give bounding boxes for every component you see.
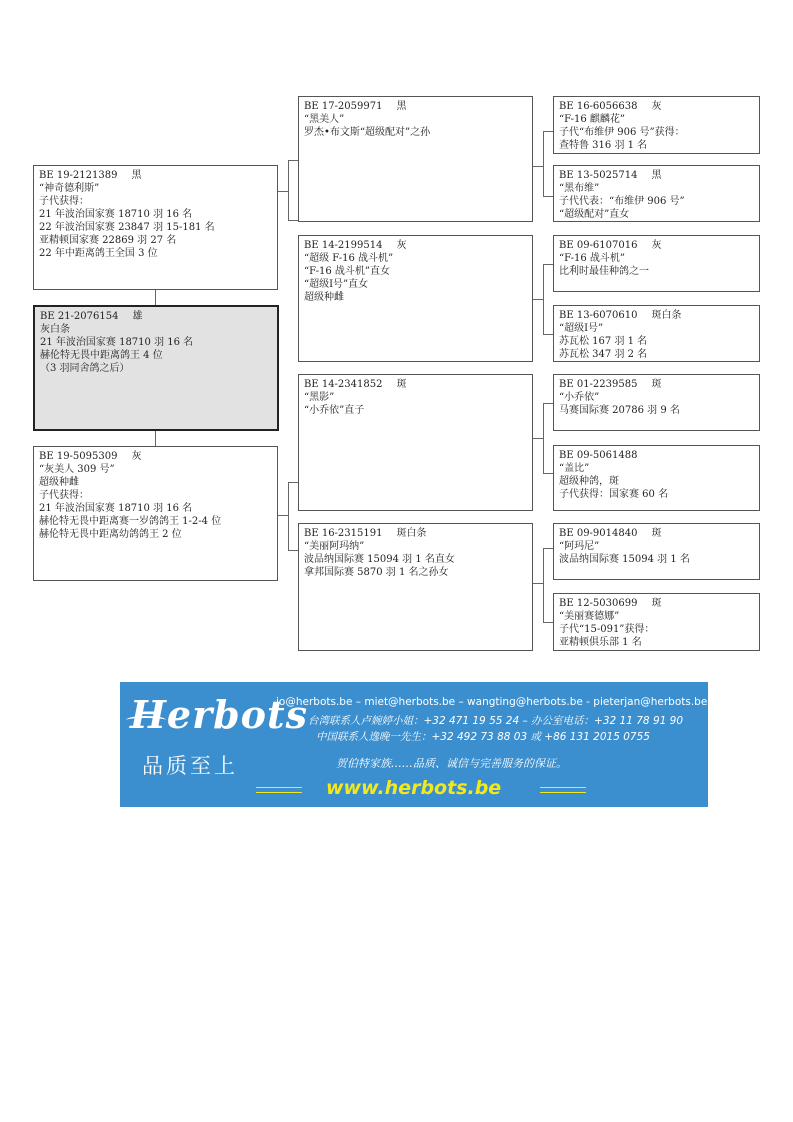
pigeon-header (304, 239, 527, 252)
ring-number: BE 16-6056638 (559, 101, 638, 112)
ring-number: BE 09-6107016 (559, 240, 638, 251)
pigeon-color: 灰 (396, 240, 407, 251)
pigeon-info-line: （3 羽同舍鸽之后） (40, 363, 130, 374)
pigeon-info-line: 灰白条 (40, 324, 70, 335)
pigeon-header (559, 169, 754, 182)
pigeon-info-line: 子代“15-091”获得： (559, 624, 655, 635)
pigeon-info-line: “盖比” (559, 463, 590, 474)
ggp8-box (553, 593, 760, 651)
pigeon-info-line: “美丽阿玛纳” (304, 541, 365, 552)
pigeon-color: 斑白条 (651, 310, 682, 321)
connector-dam (278, 515, 288, 516)
pigeon-header (559, 100, 754, 113)
pigeon-info-line: “黑美人” (304, 114, 345, 125)
pigeon-info-line: 21 年波治国家赛 18710 羽 16 名 (39, 503, 193, 514)
ring-number: BE 19-2121389 (39, 170, 118, 181)
connector-sire-subject (155, 290, 156, 305)
pigeon-color: 黑 (131, 170, 142, 181)
banner-tagline: 贺伯特家族……品质、诚信与完善服务的保证。 (336, 757, 567, 770)
pigeon-info-line: “超级Ⅰ号”直女 (304, 279, 369, 290)
connector-gp3 (288, 482, 298, 483)
connector-gp2-branch (543, 264, 544, 334)
grandsire-maternal-box (298, 374, 533, 511)
pigeon-color: 灰 (131, 451, 142, 462)
pigeon-info-line: 子代代表：“布维伊 906 号” (559, 196, 685, 207)
pigeon-header (559, 597, 754, 610)
pigeon-info-line: 赫伦特无畏中距离幼鸽鸽王 2 位 (39, 529, 182, 540)
pigeon-color: 灰 (651, 240, 662, 251)
ring-number: BE 13-5025714 (559, 170, 638, 181)
pigeon-info-line: “黑布维” (559, 183, 600, 194)
contact-emails[interactable]: jo@herbots.be – miet@herbots.be – wangting@herbots.be - pieterjan@herbots.be (276, 696, 708, 708)
ggp6-box (553, 445, 760, 511)
connector-gp3-out (533, 438, 543, 439)
taiwan-contact: 台湾联系人卢婉婷小姐：+32 471 19 55 24 – 办公室电话：+32 11 78 91 90 (308, 715, 684, 727)
ggp1-box (553, 96, 760, 154)
website-rule-right (540, 787, 586, 793)
china-contact: 中国联系人逸晚一先生：+32 492 73 88 03 或 +86 131 2015 0755 (316, 731, 650, 743)
ring-number: BE 21-2076154 (40, 311, 119, 322)
pigeon-info-line: 拿邦国际赛 5870 羽 1 名之孙女 (304, 567, 449, 578)
connector-gp4 (288, 550, 298, 551)
pigeon-info-line: “灰美人 309 号” (39, 464, 115, 475)
ring-number: BE 09-9014840 (559, 528, 638, 539)
pigeon-header (39, 169, 272, 182)
ggp4-box (553, 305, 760, 362)
ring-number: BE 12-5030699 (559, 598, 638, 609)
connector-sire (278, 191, 288, 192)
ring-number: BE 14-2199514 (304, 240, 383, 251)
connector-ggp5 (543, 403, 553, 404)
ggp7-box (553, 523, 760, 580)
pigeon-info-line: 马赛国际赛 20786 羽 9 名 (559, 405, 680, 416)
pigeon-header (559, 378, 754, 391)
pigeon-info-line: 子代获得： (39, 196, 89, 207)
pigeon-info-line: 波品纳国际赛 15094 羽 1 名 (559, 554, 690, 565)
pigeon-header (559, 309, 754, 322)
pigeon-info-line: 21 年波治国家赛 18710 羽 16 名 (40, 337, 194, 348)
pigeon-header (40, 310, 272, 323)
pigeon-info-line: “超级配对”直女 (559, 209, 630, 220)
connector-gp2 (288, 220, 298, 221)
sire-box (33, 165, 278, 290)
pigeon-color: 斑 (651, 598, 662, 609)
granddam-maternal-box (298, 523, 533, 651)
connector-ggp7 (543, 548, 553, 549)
pigeon-info-line: “阿玛尼” (559, 541, 600, 552)
ggp5-box (553, 374, 760, 431)
herbots-logo: Herbots (130, 692, 308, 737)
pigeon-info-line: “F-16 战斗机” (559, 253, 625, 264)
connector-ggp2 (543, 196, 553, 197)
dam-box (33, 446, 278, 581)
pigeon-header (304, 378, 527, 391)
pigeon-color: 雄 (132, 311, 143, 322)
connector-ggp1 (543, 131, 553, 132)
pigeon-info-line: “超级 F-16 战斗机” (304, 253, 394, 264)
connector-ggp6 (543, 473, 553, 474)
grandsire-paternal-box (298, 96, 533, 222)
pigeon-color: 斑白条 (396, 528, 427, 539)
pigeon-info-line: “黑影” (304, 392, 335, 403)
connector-ggp8 (543, 622, 553, 623)
ring-number: BE 01-2239585 (559, 379, 638, 390)
pigeon-info-line: 子代“布维伊 906 号”获得： (559, 127, 685, 138)
pigeon-info-line: 超级种雌 (39, 477, 79, 488)
pigeon-info-line: “超级Ⅰ号” (559, 323, 604, 334)
pigeon-info-line: 21 年波治国家赛 18710 羽 16 名 (39, 209, 193, 220)
pigeon-info-line: “美丽赛德娜” (559, 611, 620, 622)
pigeon-color: 斑 (651, 528, 662, 539)
pigeon-info-line: 比利时最佳种鸽之一 (559, 266, 649, 277)
connector-dam-branch (288, 482, 289, 550)
pigeon-header (559, 449, 754, 462)
pigeon-header (304, 100, 527, 113)
ring-number: BE 19-5095309 (39, 451, 118, 462)
pigeon-info-line: 赫伦特无畏中距离赛一岁鸽鸽王 1-2-4 位 (39, 516, 222, 527)
website-rule-left (256, 787, 302, 793)
herbots-banner (120, 682, 708, 807)
pigeon-info-line: 亚精顿俱乐部 1 名 (559, 637, 642, 648)
connector-subject-dam (155, 431, 156, 446)
pigeon-color: 斑 (651, 379, 662, 390)
connector-gp4-out (533, 583, 543, 584)
banner-slogan: 品质至上 (142, 754, 238, 778)
ring-number: BE 17-2059971 (304, 101, 383, 112)
connector-gp1-out (533, 166, 543, 167)
ring-number: BE 14-2341852 (304, 379, 383, 390)
pigeon-header (559, 239, 754, 252)
pigeon-info-line: “F-16 麒麟花” (559, 114, 625, 125)
pigeon-info-line: 超级种鸽，斑 (559, 476, 619, 487)
connector-gp2-out (533, 299, 543, 300)
website-link[interactable]: www.herbots.be (326, 777, 502, 799)
pigeon-info-line: 苏瓦松 167 羽 1 名 (559, 336, 648, 347)
pigeon-info-line: “神奇德利斯” (39, 183, 100, 194)
pigeon-info-line: 苏瓦松 347 羽 2 名 (559, 349, 648, 360)
pigeon-header (39, 450, 272, 463)
ring-number: BE 09-5061488 (559, 450, 638, 461)
pigeon-info-line: 子代获得： (39, 490, 89, 501)
pigeon-header (304, 527, 527, 540)
pigeon-color: 黑 (396, 101, 407, 112)
ggp3-box (553, 235, 760, 292)
connector-gp3-branch (543, 403, 544, 473)
pigeon-info-line: “F-16 战斗机”直女 (304, 266, 390, 277)
connector-gp1-branch (543, 131, 544, 196)
pigeon-info-line: 超级种雌 (304, 292, 344, 303)
ggp2-box (553, 165, 760, 222)
connector-gp4-branch (543, 548, 544, 622)
connector-sire-branch (288, 160, 289, 220)
pigeon-info-line: 赫伦特无畏中距离鸽王 4 位 (40, 350, 163, 361)
ring-number: BE 16-2315191 (304, 528, 383, 539)
pigeon-info-line: 22 年中距离鸽王全国 3 位 (39, 248, 158, 259)
pigeon-info-line: 亚精顿国家赛 22869 羽 27 名 (39, 235, 177, 246)
pigeon-info-line: 22 年波治国家赛 23847 羽 15-181 名 (39, 222, 215, 233)
subject-box (33, 305, 279, 431)
pigeon-info-line: “小乔依” (559, 392, 600, 403)
pigeon-color: 灰 (651, 101, 662, 112)
pigeon-color: 黑 (651, 170, 662, 181)
pigeon-header (559, 527, 754, 540)
pigeon-info-line: 子代获得：国家赛 60 名 (559, 489, 669, 500)
pigeon-color: 斑 (396, 379, 407, 390)
pigeon-info-line: 波品纳国际赛 15094 羽 1 名直女 (304, 554, 455, 565)
connector-ggp3 (543, 264, 553, 265)
pigeon-info-line: 罗杰•布文斯“超级配对”之孙 (304, 127, 431, 138)
pigeon-info-line: 查特鲁 316 羽 1 名 (559, 140, 648, 151)
connector-gp1 (288, 160, 298, 161)
connector-ggp4 (543, 334, 553, 335)
pigeon-info-line: “小乔依”直子 (304, 405, 365, 416)
granddam-paternal-box (298, 235, 533, 362)
ring-number: BE 13-6070610 (559, 310, 638, 321)
